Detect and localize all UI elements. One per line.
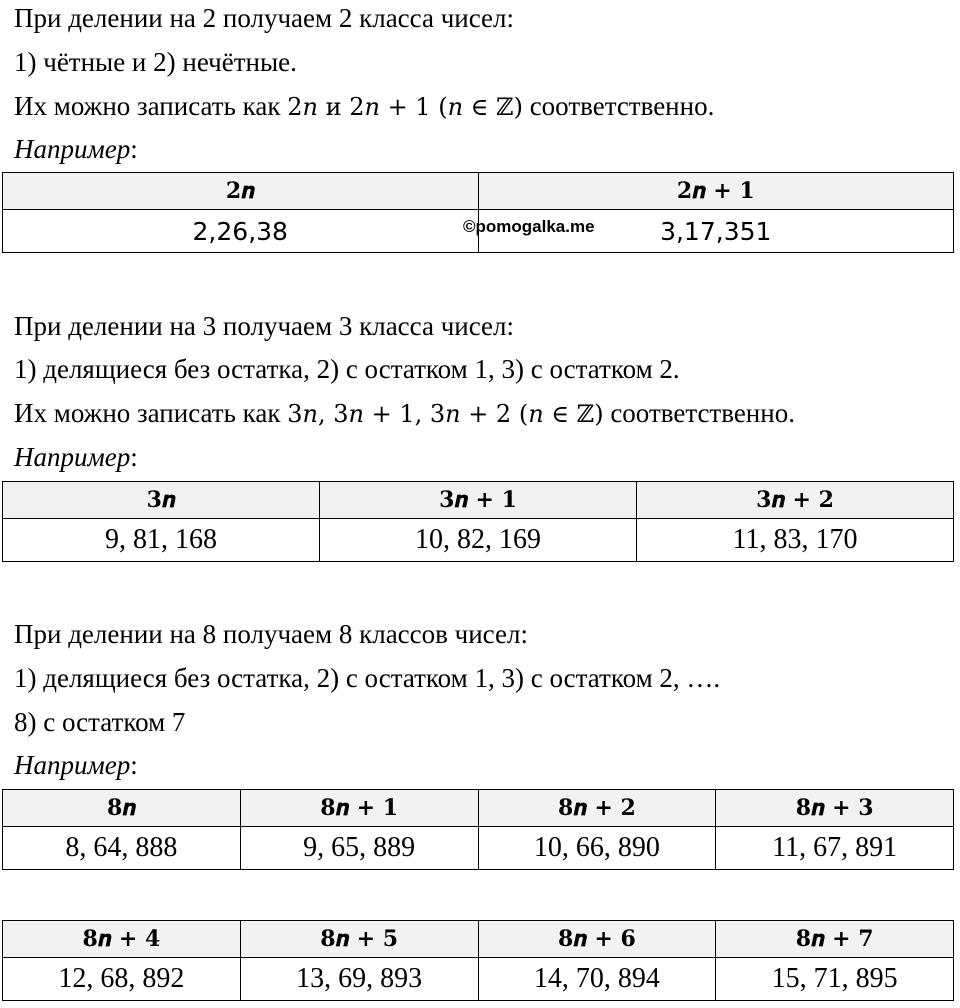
section2-example-label: Например:: [14, 442, 138, 472]
formula-suffix: соответственно.: [603, 398, 795, 428]
table-row: [3, 958, 954, 1001]
header-cell: 8𝒏 + 4: [3, 921, 241, 958]
table-8n-a: [2, 789, 954, 870]
header-cell: 8𝒏 + 7: [716, 921, 954, 958]
header-cell: 8𝒏 + 2: [478, 790, 716, 827]
section2-formula-line: [14, 397, 795, 430]
section3-line1: При делении на 8 получаем 8 классов чисел:: [14, 619, 528, 649]
value-cell: 9, 65, 889: [240, 827, 478, 870]
header-cell: 8𝒏 + 3: [716, 790, 954, 827]
section3-example-label: Например:: [14, 750, 138, 780]
value-cell: 10, 66, 890: [478, 827, 716, 870]
table-row: [3, 519, 954, 562]
table-8n-b: [2, 920, 954, 1001]
formula-prefix: Их можно записать как: [14, 91, 288, 121]
value-cell: 8, 64, 888: [3, 827, 241, 870]
header-cell: 8𝒏 + 5: [240, 921, 478, 958]
section3-line3: 8) с остатком 7: [14, 707, 186, 737]
section2-line1: При делении на 3 получаем 3 класса чисел:: [14, 311, 515, 341]
table-header-row: [3, 482, 954, 519]
formula-math: 2𝑛 и 2𝑛 + 1 (𝑛 ∈ ℤ): [287, 93, 523, 121]
value-cell: 9, 81, 168: [3, 519, 320, 562]
watermark: ©pomogalka.me: [463, 217, 595, 236]
example-word: Например: [14, 134, 131, 164]
value-cell: 10, 82, 169: [320, 519, 637, 562]
table-header-row: [3, 173, 954, 210]
formula-prefix: Их можно записать как: [14, 398, 288, 428]
section1-line2: 1) чётные и 2) нечётные.: [14, 47, 297, 77]
value-cell: 2,26,38: [3, 210, 479, 253]
section1-example-label: Например:: [14, 134, 138, 164]
table-3n: [2, 481, 954, 562]
value-cell: 11, 67, 891: [716, 827, 954, 870]
header-cell: 3𝒏 + 2: [637, 482, 954, 519]
header-cell: 2𝒏: [3, 173, 479, 210]
section1-line1: При делении на 2 получаем 2 класса чисел:: [14, 3, 515, 33]
header-cell: 2𝒏 + 1: [478, 173, 954, 210]
table-header-row: [3, 921, 954, 958]
table-row: [3, 827, 954, 870]
value-cell: 14, 70, 894: [478, 958, 716, 1001]
value-cell: 11, 83, 170: [637, 519, 954, 562]
header-cell: 8𝒏 + 1: [240, 790, 478, 827]
header-cell: 8𝒏 + 6: [478, 921, 716, 958]
value-cell: 13, 69, 893: [240, 958, 478, 1001]
table-2n: [2, 172, 954, 253]
value-cell: 3,17,351: [478, 210, 954, 253]
section1-formula-line: [14, 90, 714, 123]
example-word: Например: [14, 442, 131, 472]
table-header-row: [3, 790, 954, 827]
header-cell: 3𝒏: [3, 482, 320, 519]
section2-line2: 1) делящиеся без остатка, 2) с остатком 1, 3) с остатком 2.: [14, 354, 680, 384]
section3-line2: 1) делящиеся без остатка, 2) с остатком 1, 3) с остатком 2, ….: [14, 663, 721, 693]
value-cell: 12, 68, 892: [3, 958, 241, 1001]
header-cell: 3𝒏 + 1: [320, 482, 637, 519]
header-cell: 8𝒏: [3, 790, 241, 827]
value-cell: 15, 71, 895: [716, 958, 954, 1001]
formula-suffix: соответственно.: [522, 91, 715, 121]
formula-math: 3𝑛, 3𝑛 + 1, 3𝑛 + 2 (𝑛 ∈ ℤ): [287, 400, 604, 428]
example-word: Например: [14, 750, 131, 780]
